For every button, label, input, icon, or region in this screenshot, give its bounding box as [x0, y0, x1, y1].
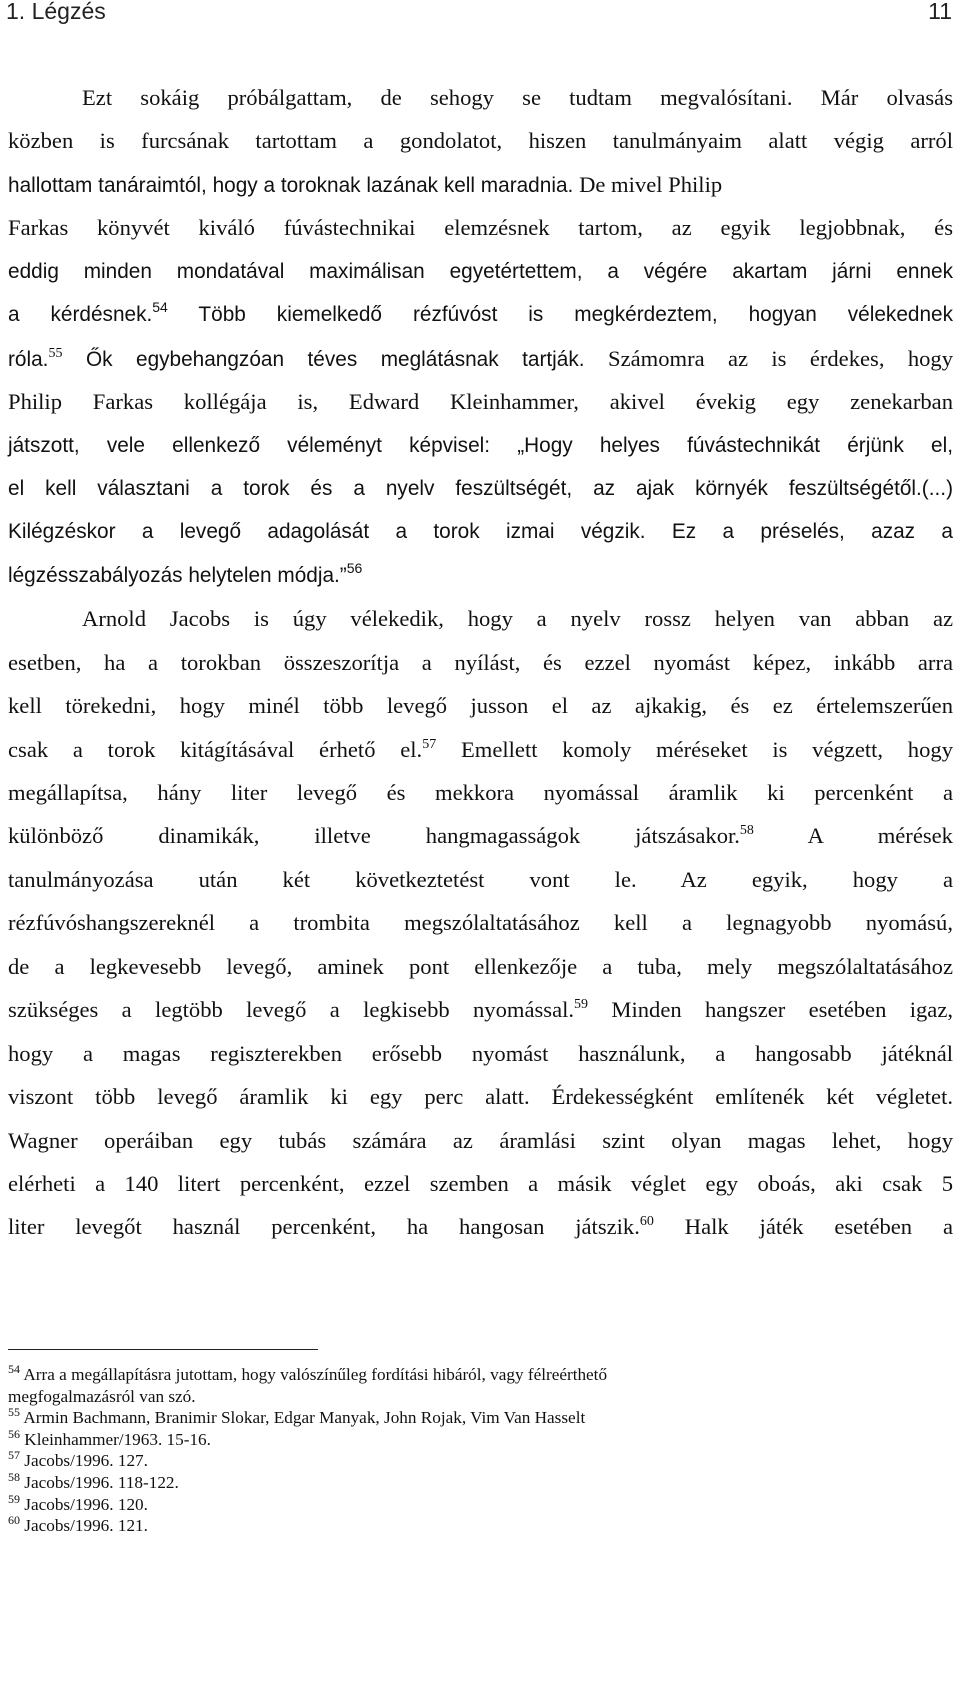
text-run: Ők egybehangzóan téves meglátásnak tartják. [62, 347, 609, 371]
text-line [8, 858, 953, 901]
text-run: megállapítsa, hány liter levegő és mekkora nyomással áramlik ki percenként a [8, 780, 953, 805]
text-run: rézfúvóshangszereknél a trombita megszólaltatásához kell a legnagyobb nyomású, [8, 910, 953, 936]
footnote-text: Jacobs/1996. 127. [24, 1451, 148, 1471]
text-run: hogy a magas regiszterekben erősebb nyomást használunk, a hangosabb játéknál [8, 1040, 953, 1066]
text-run: hallottam tanáraimtól, hogy a toroknak lazának kell maradnia. [8, 173, 580, 197]
text-line [8, 771, 953, 814]
footnote-line [8, 1450, 953, 1472]
text-run: tanulmányozása után két következtetést vont le. Az egyik, hogy a [8, 866, 953, 892]
text-line [8, 119, 953, 162]
text-run: esetben, ha a torokban összeszorítja a nyílást, és ezzel nyomást képez, inkább arra [8, 649, 953, 675]
footnote-separator [8, 1349, 318, 1350]
footnote-number: 56 [8, 1426, 20, 1441]
text-run: Wagner operáiban egy tubás számára az áramlási szint olyan magas lehet, hogy [8, 1127, 953, 1153]
text-run: A mérések [753, 823, 953, 849]
text-line [8, 206, 953, 249]
text-line [8, 641, 953, 684]
text-run: Philip Farkas kollégája is, Edward Kleinhammer, akivel évekig egy zenekarban [8, 389, 953, 415]
text-line [8, 728, 953, 771]
footnote-line [8, 1407, 953, 1429]
footnote-line [8, 1426, 953, 1451]
footnotes [8, 1364, 953, 1537]
footnote-line [8, 1491, 953, 1516]
text-line [8, 901, 953, 944]
footnote-number: 57 [8, 1448, 20, 1463]
footnote-reference[interactable]: 57 [422, 736, 437, 752]
footnote-text: Kleinhammer/1963. 15-16. [24, 1429, 211, 1449]
text-run: róla. [8, 347, 49, 371]
text-run: el kell választani a torok és a nyelv feszültségét, az ajak környék feszültségétől.(...) [8, 476, 953, 500]
text-run: légzésszabályozás helytelen módja.” [8, 563, 347, 587]
text-line [8, 163, 953, 206]
text-run: különböző dinamikák, illetve hangmagasságok játszásakor. [8, 823, 740, 849]
text-line [8, 684, 953, 727]
text-run: Minden hangszer esetében igaz, [588, 997, 953, 1023]
text-line [8, 467, 953, 510]
text-line [8, 1032, 953, 1075]
text-line [8, 988, 953, 1031]
text-run: Több kiemelkedő rézfúvóst is megkérdeztem, hogyan vélekednek [167, 303, 953, 327]
footnote-number: 59 [8, 1491, 20, 1506]
text-run: de a legkevesebb levegő, aminek pont ellenkezője a tuba, mely megszólaltatásához [8, 953, 953, 979]
text-run: közben is furcsának tartottam a gondolatot, hiszen tanulmányaim alatt végig arról [8, 128, 953, 154]
text-run: Számomra az is érdekes, hogy [608, 345, 954, 371]
text-run: Halk játék esetében a [653, 1214, 953, 1240]
text-line [8, 510, 953, 553]
text-line [8, 814, 953, 857]
text-line [8, 1205, 953, 1248]
text-line [8, 945, 953, 988]
footnote-line [8, 1386, 953, 1408]
text-line [8, 1075, 953, 1118]
footnote-text: Armin Bachmann, Branimir Slokar, Edgar Manyak, John Rojak, Vim Van Hasselt [23, 1408, 586, 1428]
footnote-text: Arra a megállapításra jutottam, hogy valószínűleg fordítási hibáról, vagy félreérthető [23, 1365, 608, 1384]
text-run: kell törekedni, hogy minél több levegő jusson el az ajkakig, és ez értelemszerűen [8, 693, 953, 719]
footnote-reference[interactable]: 59 [574, 997, 589, 1013]
text-run: Arnold Jacobs is úgy vélekedik, hogy a nyelv rossz helyen van abban az [82, 606, 953, 632]
text-run: Farkas könyvét kiváló fúvástechnikai elemzésnek tartom, az egyik legjobbnak, és [8, 215, 953, 241]
text-line [8, 1162, 953, 1205]
footnote-text: Jacobs/1996. 120. [24, 1494, 148, 1514]
text-line [8, 597, 953, 640]
text-run: a kérdésnek. [8, 303, 153, 327]
footnote-line [8, 1469, 953, 1494]
text-run: liter levegőt használ percenként, ha hangosan játszik. [8, 1214, 640, 1240]
footnote-text: Jacobs/1996. 121. [24, 1516, 148, 1536]
text-run: Ezt sokáig próbálgattam, de sehogy se tudtam megvalósítani. Már olvasás [82, 85, 953, 110]
text-run: szükséges a legtöbb levegő a legkisebb nyomással. [8, 997, 575, 1023]
page-number: 11 [928, 0, 952, 24]
footnote-reference[interactable]: 54 [152, 299, 168, 316]
chapter-title: 1. Légzés [6, 0, 106, 24]
text-run: Emellett komoly méréseket is végzett, hogy [436, 736, 953, 762]
footnote-number: 54 [8, 1362, 20, 1376]
footnote-number: 60 [8, 1513, 20, 1528]
text-line [8, 424, 953, 467]
footnote-reference[interactable]: 55 [48, 345, 63, 361]
body-text [8, 76, 953, 1249]
text-run: csak a torok kitágításával érhető el. [8, 736, 423, 762]
text-run: viszont több levegő áramlik ki egy perc alatt. Érdekességként említenék két végletet. [8, 1084, 953, 1110]
footnote-number: 55 [8, 1405, 20, 1420]
text-line [8, 293, 953, 336]
text-run: elérheti a 140 litert percenként, ezzel szemben a másik véglet egy oboás, aki csak 5 [8, 1170, 953, 1196]
footnote-number: 58 [8, 1469, 20, 1484]
text-run: Kilégzéskor a levegő adagolását a torok izmai végzik. Ez a préselés, azaz a [8, 520, 953, 544]
text-line [8, 1119, 953, 1162]
footnote-reference[interactable]: 60 [639, 1214, 654, 1230]
text-line [8, 250, 953, 293]
footnote-text: megfogalmazásról van szó. [8, 1386, 196, 1406]
text-line [8, 76, 953, 119]
footnote-line [8, 1364, 953, 1386]
footnote-line [8, 1515, 953, 1537]
text-line [8, 380, 953, 423]
footnote-text: Jacobs/1996. 118-122. [24, 1472, 179, 1492]
text-line [8, 554, 953, 597]
text-line [8, 337, 953, 380]
text-run: játszott, vele ellenkező véleményt képvisel: „Hogy helyes fúvástechnikát érjünk el, [8, 433, 953, 457]
footnote-reference[interactable]: 56 [346, 559, 363, 576]
running-header [6, 0, 952, 28]
text-run: De mivel Philip [579, 171, 723, 197]
footnote-reference[interactable]: 58 [739, 823, 754, 839]
text-run: eddig minden mondatával maximálisan egyetértettem, a végére akartam járni ennek [8, 259, 953, 283]
